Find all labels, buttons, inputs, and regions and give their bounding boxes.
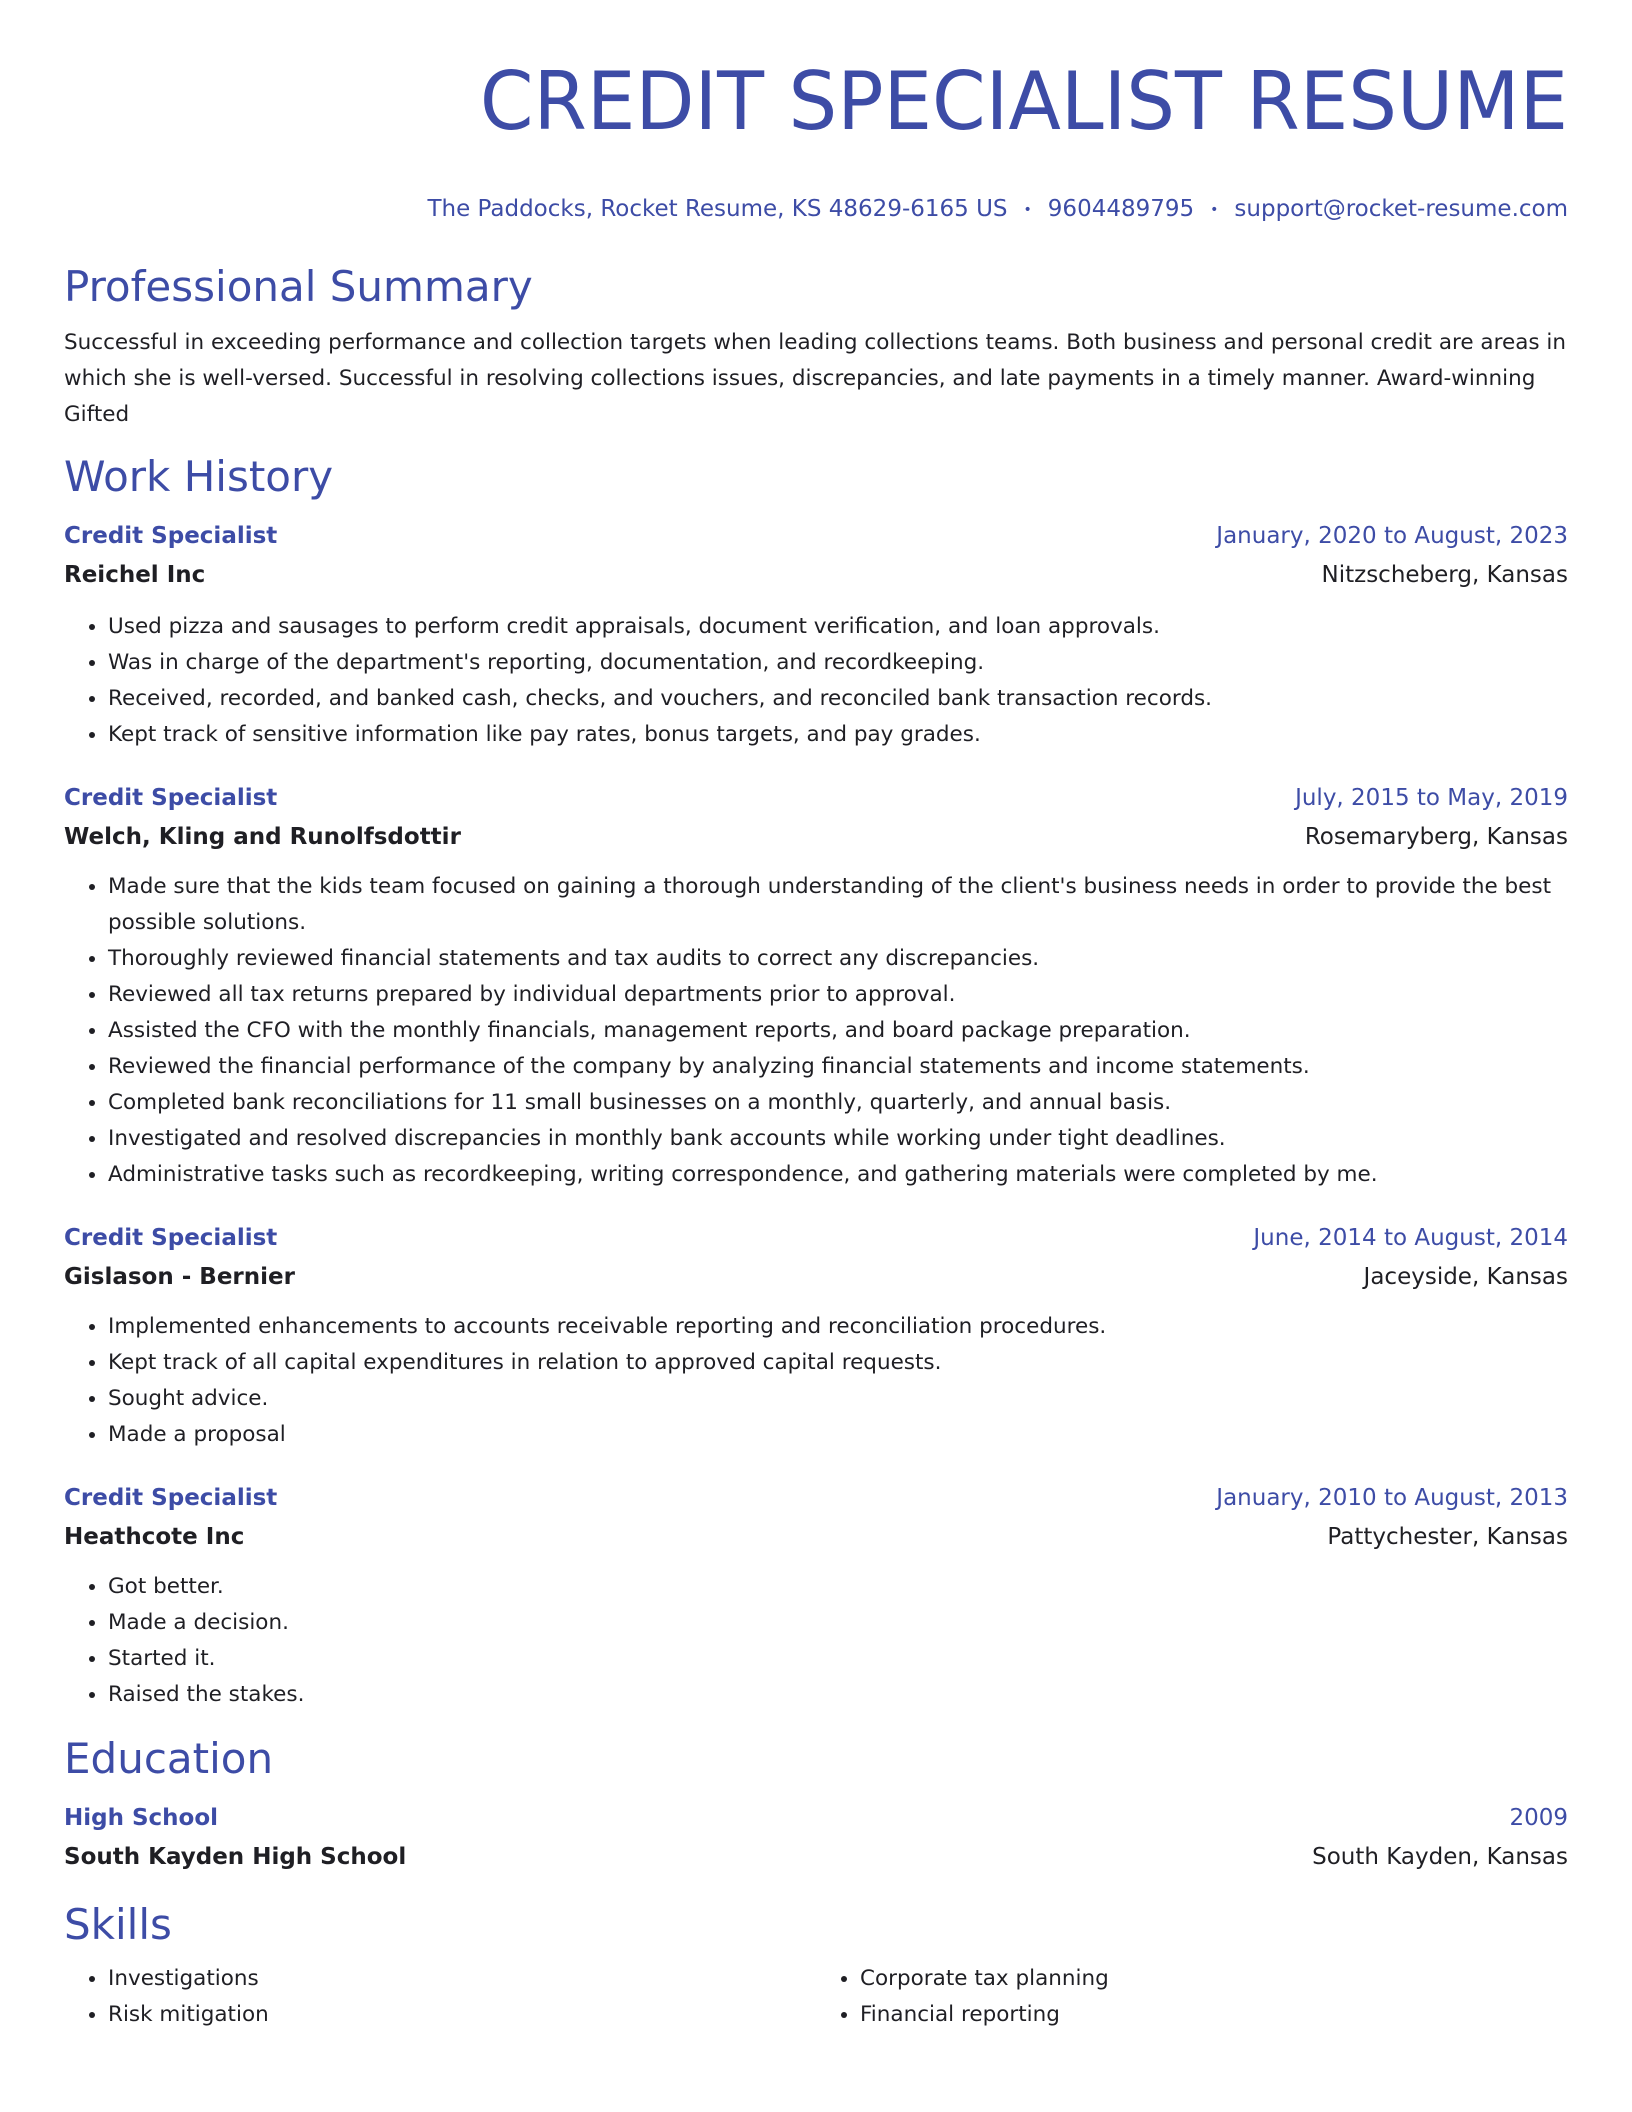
job-dates: January, 2020 to August, 2023: [1216, 522, 1568, 549]
skills-columns: [64, 1961, 1568, 2033]
skill-item: • Corporate tax planning: [860, 1961, 1568, 1997]
list-item: • Made a proposal: [108, 1417, 1568, 1453]
section-title-work: Work History: [64, 451, 334, 501]
company-name: Heathcote Inc: [64, 1523, 245, 1550]
job-location: Nitzscheberg, Kansas: [1321, 561, 1568, 588]
job-location: Rosemaryberg, Kansas: [1304, 823, 1568, 850]
job-title: Credit Specialist: [64, 522, 278, 549]
job-header-row: [64, 517, 1568, 556]
list-item: • Kept track of sensitive information like pay rates, bonus targets, and pay grades.: [108, 717, 1568, 753]
skill-item: • Risk mitigation: [108, 1997, 816, 2033]
school-name: South Kayden High School: [64, 1843, 407, 1870]
list-item: • Started it.: [108, 1641, 1568, 1677]
list-item: • Made a decision.: [108, 1605, 1568, 1641]
list-item: • Got better.: [108, 1569, 1568, 1605]
list-item: • Implemented enhancements to accounts receivable reporting and reconciliation procedures.: [108, 1309, 1568, 1345]
email-link[interactable]: support@rocket-resume.com: [1234, 196, 1568, 222]
school-location: South Kayden, Kansas: [1312, 1843, 1568, 1870]
list-item: • Was in charge of the department's reporting, documentation, and recordkeeping.: [108, 645, 1568, 681]
list-item: • Administrative tasks such as recordkeeping, writing correspondence, and gathering materials were completed by me.: [108, 1157, 1568, 1193]
job-bullets: [64, 869, 1568, 1193]
job-title: Credit Specialist: [64, 784, 278, 811]
job-header-row: [64, 1479, 1568, 1518]
section-title-skills: Skills: [64, 1899, 172, 1949]
job-dates: January, 2010 to August, 2013: [1216, 1484, 1568, 1511]
separator-dot: •: [1023, 201, 1032, 218]
list-item: • Reviewed all tax returns prepared by individual departments prior to approval.: [108, 977, 1568, 1013]
skills-section: [64, 1897, 1568, 2033]
job-entry: [64, 1479, 1568, 1713]
skills-list-left: [64, 1961, 816, 2033]
list-item: • Raised the stakes.: [108, 1677, 1568, 1713]
degree: High School: [64, 1804, 219, 1831]
job-location: Pattychester, Kansas: [1327, 1523, 1568, 1550]
job-title: Credit Specialist: [64, 1224, 278, 1251]
job-company-row: [64, 818, 1568, 857]
contact-line: [64, 192, 1568, 227]
education-school-row: [64, 1838, 1568, 1877]
job-bullets: [64, 609, 1568, 753]
education-entry: [64, 1799, 1568, 1877]
job-bullets: [64, 1569, 1568, 1713]
list-item: • Reviewed the financial performance of the company by analyzing financial statements and income statements.: [108, 1049, 1568, 1085]
skill-item: • Investigations: [108, 1961, 816, 1997]
list-item: • Sought advice.: [108, 1381, 1568, 1417]
list-item: • Investigated and resolved discrepancies in monthly bank accounts while working under tight deadlines.: [108, 1121, 1568, 1157]
company-name: Reichel Inc: [64, 561, 206, 588]
list-item: • Made sure that the kids team focused on gaining a thorough understanding of the client's business needs in order to provide the best possible solutions.: [108, 869, 1568, 941]
list-item: • Received, recorded, and banked cash, checks, and vouchers, and reconciled bank transaction records.: [108, 681, 1568, 717]
section-title-summary: Professional Summary: [64, 261, 533, 311]
job-dates: July, 2015 to May, 2019: [1295, 784, 1568, 811]
section-title-education: Education: [64, 1733, 274, 1783]
resume-title: CREDIT SPECIALIST RESUME: [479, 55, 1569, 148]
job-location: Jaceyside, Kansas: [1363, 1263, 1568, 1290]
job-title: Credit Specialist: [64, 1484, 278, 1511]
job-entry: [64, 517, 1568, 753]
skills-list-right: [816, 1961, 1568, 2033]
job-dates: June, 2014 to August, 2014: [1253, 1224, 1568, 1251]
resume-header: [64, 0, 1568, 227]
job-company-row: [64, 556, 1568, 595]
address: The Paddocks, Rocket Resume, KS 48629-6165 US: [427, 196, 1008, 222]
job-header-row: [64, 1219, 1568, 1258]
list-item: • Kept track of all capital expenditures in relation to approved capital requests.: [108, 1345, 1568, 1381]
job-entry: [64, 779, 1568, 1193]
company-name: Welch, Kling and Runolfsdottir: [64, 823, 461, 850]
job-header-row: [64, 779, 1568, 818]
summary-text: Successful in exceeding performance and collection targets when leading collections teams. Both business and personal credit are areas in which she is well-versed. Successful in resolving collections issues, discrepancies, and late payments in a timely manner. Award-winning Gifted: [64, 329, 1567, 427]
summary-section: [64, 259, 1568, 433]
job-company-row: [64, 1258, 1568, 1297]
skill-item: • Financial reporting: [860, 1997, 1568, 2033]
separator-dot: •: [1210, 201, 1219, 218]
job-company-row: [64, 1518, 1568, 1557]
phone: 9604489795: [1047, 196, 1195, 222]
list-item: • Assisted the CFO with the monthly financials, management reports, and board package preparation.: [108, 1013, 1568, 1049]
graduation-year: 2009: [1509, 1804, 1568, 1831]
job-bullets: [64, 1309, 1568, 1453]
list-item: • Completed bank reconciliations for 11 small businesses on a monthly, quarterly, and annual basis.: [108, 1085, 1568, 1121]
job-entry: [64, 1219, 1568, 1453]
education-header-row: [64, 1799, 1568, 1838]
company-name: Gislason - Bernier: [64, 1263, 295, 1290]
list-item: • Used pizza and sausages to perform credit appraisals, document verification, and loan approvals.: [108, 609, 1568, 645]
work-section: [64, 449, 1568, 1713]
education-section: [64, 1731, 1568, 1877]
list-item: • Thoroughly reviewed financial statements and tax audits to correct any discrepancies.: [108, 941, 1568, 977]
